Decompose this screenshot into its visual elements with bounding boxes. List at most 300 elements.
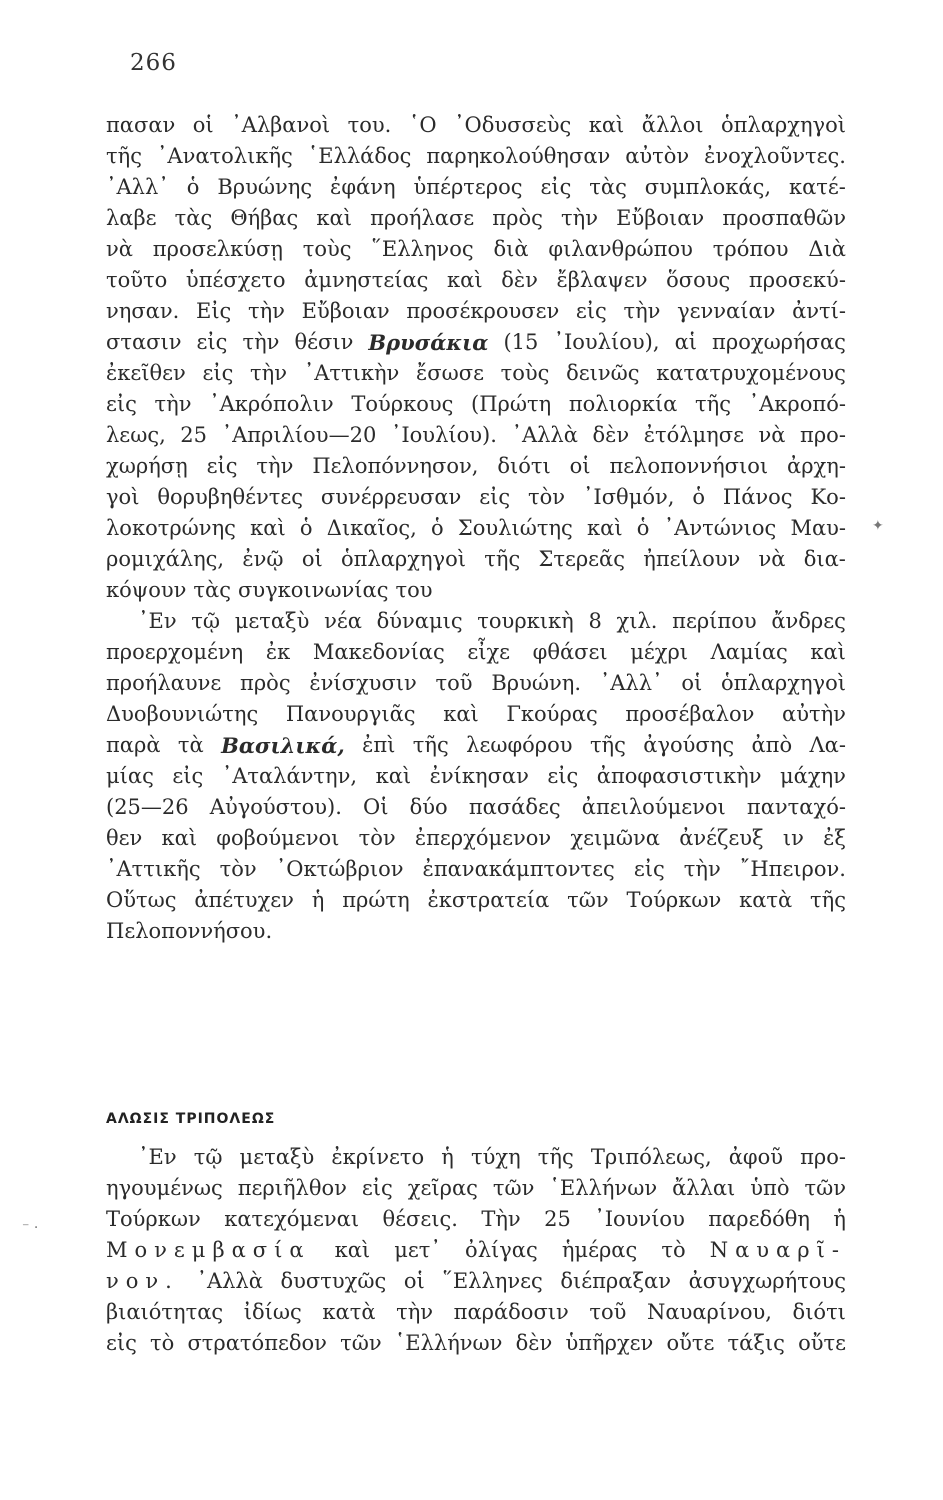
word: δυστυχῶς bbox=[280, 1269, 387, 1293]
word: τῆς bbox=[537, 1145, 574, 1169]
word: ὁ bbox=[636, 516, 650, 540]
word: δὲν bbox=[592, 423, 630, 447]
word: πρὸς bbox=[240, 671, 291, 695]
text-line bbox=[106, 172, 846, 203]
word: Πελοπόννησον, bbox=[312, 454, 479, 478]
word: μάχην bbox=[780, 764, 846, 788]
word: τὸν bbox=[527, 485, 566, 509]
word: εἰς bbox=[575, 299, 607, 323]
word: καὶ bbox=[443, 702, 479, 726]
word: δὲν bbox=[501, 268, 538, 292]
word: θεν bbox=[106, 826, 143, 850]
page-number: 266 bbox=[130, 50, 177, 76]
word: ἀμνηστείας bbox=[304, 268, 429, 292]
word: ᾿Αλλὰ bbox=[511, 423, 578, 447]
word: τῶν bbox=[804, 1176, 846, 1200]
word: ᾿Ιουνίου bbox=[594, 1207, 685, 1231]
word: εἰς bbox=[106, 1331, 137, 1355]
word: χιλ. bbox=[616, 609, 658, 633]
word: ἐνῷ bbox=[242, 547, 284, 571]
word: τουρκικὴ bbox=[477, 609, 574, 633]
word: προσπαθῶν bbox=[722, 206, 846, 230]
word: 25 bbox=[544, 1207, 571, 1231]
text-line bbox=[106, 606, 846, 637]
word: Σουλιώτης bbox=[457, 516, 573, 540]
word: γενναίαν bbox=[677, 299, 776, 323]
word: τῆς bbox=[106, 144, 142, 168]
word: Διὰ bbox=[808, 237, 846, 261]
text-line bbox=[106, 1328, 846, 1359]
word: νησαν. bbox=[106, 299, 180, 323]
word: ἐκστρατεία bbox=[427, 888, 550, 912]
word: ᾿Αττικὴν bbox=[303, 361, 400, 385]
word: Τούρκους bbox=[351, 392, 454, 416]
word: τὴν bbox=[396, 1300, 434, 1324]
word: ἀνέζευξ bbox=[679, 826, 764, 850]
word: δεινῶς bbox=[566, 361, 640, 385]
word: οὔτε bbox=[798, 1331, 846, 1355]
paragraph-block bbox=[106, 1142, 846, 1359]
word: τοὺς bbox=[500, 361, 550, 385]
print-speck: ⁻ · bbox=[22, 1220, 39, 1236]
word: Πάνος bbox=[722, 485, 793, 509]
word: καὶ bbox=[588, 113, 625, 137]
word: πασαν bbox=[106, 113, 176, 137]
word: ἡ bbox=[441, 1145, 454, 1169]
word: εἰς bbox=[540, 175, 572, 199]
word: Μαυ- bbox=[790, 516, 846, 540]
word: ῾Ελλήνων bbox=[394, 1331, 503, 1355]
word: οἱ bbox=[403, 1269, 425, 1293]
word: λεως, bbox=[106, 423, 166, 447]
word: ὁπλαρχηγοὶ bbox=[720, 671, 846, 695]
word: τῆς bbox=[810, 888, 846, 912]
word: οἱ bbox=[192, 113, 214, 137]
word: παρὰ bbox=[106, 733, 161, 757]
word: Μονεμβασία bbox=[106, 1238, 311, 1262]
word: ἐπανακάμπτοντες bbox=[422, 857, 615, 881]
word: τῶν bbox=[340, 1331, 382, 1355]
word: περιῆλθον bbox=[237, 1176, 347, 1200]
word: ὑπὸ bbox=[750, 1176, 790, 1200]
word: κατατρυχομένους bbox=[656, 361, 846, 385]
word: ἠπείλουν bbox=[643, 547, 741, 571]
word: Τὴν bbox=[481, 1207, 521, 1231]
word: Εἰς bbox=[195, 299, 232, 323]
text-line bbox=[106, 1173, 846, 1204]
word: τὰς bbox=[589, 175, 627, 199]
word: συγκοινωνίας bbox=[237, 578, 389, 602]
word: ἐνίσχυσιν bbox=[309, 671, 417, 695]
word: ἀντί- bbox=[792, 299, 846, 323]
word: νον. bbox=[106, 1269, 179, 1293]
word: οἱ bbox=[569, 454, 591, 478]
word: ὅσους bbox=[666, 268, 731, 292]
word: τὴν bbox=[623, 299, 661, 323]
text-line bbox=[106, 296, 846, 327]
word: τοῦτο bbox=[106, 268, 168, 292]
word: παρηκολούθησαν bbox=[426, 144, 611, 168]
word: φοβούμενοι bbox=[216, 826, 340, 850]
word: ὁ bbox=[186, 175, 200, 199]
word: τῆς bbox=[695, 392, 731, 416]
word: ὁ bbox=[692, 485, 705, 509]
text-line bbox=[106, 1266, 846, 1297]
word: πολιορκία bbox=[568, 392, 678, 416]
word: βιαιότητας bbox=[106, 1300, 224, 1324]
text-line bbox=[106, 885, 846, 916]
word: πελοποννήσιοι bbox=[609, 454, 769, 478]
word: μέχρι bbox=[630, 640, 689, 664]
word: ἀπειλούμενοι bbox=[581, 795, 726, 819]
word: ἀπὸ bbox=[751, 733, 793, 757]
word: τὰ bbox=[177, 733, 204, 757]
text-line bbox=[106, 544, 846, 575]
text-line bbox=[106, 482, 846, 513]
word: ἀρχη- bbox=[787, 454, 846, 478]
word: διότι bbox=[497, 454, 551, 478]
word: Αὐγούστου). bbox=[209, 795, 342, 819]
word: Θήβας bbox=[230, 206, 299, 230]
text-line bbox=[106, 730, 846, 761]
word: τὴν bbox=[256, 454, 294, 478]
text-line bbox=[106, 575, 846, 606]
text-line bbox=[106, 1235, 846, 1266]
word: ᾿Απριλίου—20 bbox=[221, 423, 377, 447]
word: προσεκύ- bbox=[748, 268, 846, 292]
word: ὀλίγας bbox=[465, 1238, 538, 1262]
word: παρεδόθη bbox=[708, 1207, 810, 1231]
word: ἐνοχλοῦντες. bbox=[704, 144, 846, 168]
word: προχωρήσας bbox=[712, 330, 846, 354]
word: τῶν bbox=[492, 1176, 535, 1200]
word: ἰδίως bbox=[243, 1300, 302, 1324]
word: εἰς bbox=[196, 330, 228, 354]
word: χεῖρας bbox=[407, 1176, 478, 1200]
word: ηγουμένως bbox=[106, 1176, 223, 1200]
text-line bbox=[106, 110, 846, 141]
word: ἄνδρες bbox=[771, 609, 846, 633]
word: ἀγούσης bbox=[643, 733, 735, 757]
word: τοῦ bbox=[589, 1300, 627, 1324]
word: Τούρκων bbox=[106, 1207, 201, 1231]
word: οὔτε bbox=[666, 1331, 715, 1355]
word: τὴν bbox=[561, 206, 598, 230]
word: τὴν bbox=[247, 299, 285, 323]
word: ἐκ bbox=[265, 640, 291, 664]
word: συνέρρευσαν bbox=[320, 485, 462, 509]
word: μεταξὺ bbox=[234, 609, 310, 633]
word: τὴν bbox=[154, 392, 192, 416]
word: κατὰ bbox=[322, 1300, 376, 1324]
word: διέπραξαν bbox=[560, 1269, 671, 1293]
word: ἔσωσε bbox=[416, 361, 484, 385]
word: πρώτη bbox=[342, 888, 410, 912]
word: ἐφάνη bbox=[330, 175, 396, 199]
word: ᾿Εν bbox=[138, 1145, 177, 1169]
text-line bbox=[106, 1204, 846, 1235]
text-line bbox=[106, 792, 846, 823]
word: ἀποφασιστικὴν bbox=[596, 764, 762, 788]
word: ἐξ bbox=[823, 826, 846, 850]
word: νὰ bbox=[106, 237, 133, 261]
word: εἰς bbox=[633, 857, 665, 881]
word: ἀπέτυχεν bbox=[194, 888, 294, 912]
text-line bbox=[106, 327, 846, 358]
word: Εὔβοιαν bbox=[301, 299, 390, 323]
word: τύχη bbox=[470, 1145, 521, 1169]
word: ὑπῆρχεν bbox=[565, 1331, 654, 1355]
word: ῾Ελλάδος bbox=[307, 144, 412, 168]
word: παράδοσιν bbox=[453, 1300, 569, 1324]
word: στρατόπεδον bbox=[187, 1331, 327, 1355]
word: δὲν bbox=[515, 1331, 553, 1355]
word: αἱ bbox=[674, 330, 697, 354]
word: ᾿Ιουλίου), bbox=[553, 330, 660, 354]
word: ῎Ηπειρον. bbox=[739, 857, 846, 881]
word: ᾿Αλλὰ bbox=[196, 1269, 263, 1293]
text-line bbox=[106, 823, 846, 854]
word: εἶχε bbox=[467, 640, 511, 664]
word: καὶ bbox=[375, 764, 412, 788]
word: ὑπέσχετο bbox=[185, 268, 286, 292]
word: ὁπλαρχηγοὶ bbox=[720, 113, 846, 137]
word: Κο- bbox=[810, 485, 846, 509]
word: καὶ bbox=[334, 1238, 371, 1262]
word: Δικαῖος, bbox=[326, 516, 417, 540]
word: ὁπλαρχηγοὶ bbox=[340, 547, 466, 571]
word: περίπου bbox=[672, 609, 757, 633]
word: Τούρκων bbox=[626, 888, 722, 912]
text-line bbox=[106, 389, 846, 420]
word: Στερεᾶς bbox=[538, 547, 625, 571]
word: τὴν bbox=[250, 361, 288, 385]
word: τὸ bbox=[150, 1331, 175, 1355]
text-line bbox=[106, 668, 846, 699]
word: ᾿Αλβανοὶ bbox=[231, 113, 331, 137]
word: τὸ bbox=[661, 1238, 686, 1262]
word: γοὶ bbox=[106, 485, 140, 509]
word: χωρήσῃ bbox=[106, 454, 188, 478]
word: τῷ bbox=[191, 609, 221, 633]
word: κόψουν bbox=[106, 578, 187, 602]
word: καὶ bbox=[810, 640, 846, 664]
word: ᾿Ακροπό- bbox=[748, 392, 846, 416]
text-line bbox=[106, 854, 846, 885]
word: ἀφοῦ bbox=[728, 1145, 784, 1169]
word: ᾿Αττικῆς bbox=[106, 857, 201, 881]
text-line bbox=[106, 916, 846, 947]
word: φθάσει bbox=[532, 640, 608, 664]
word: τοὺς bbox=[302, 237, 352, 261]
text-line bbox=[106, 265, 846, 296]
word: ἐκεῖθεν bbox=[106, 361, 186, 385]
word: κατέ- bbox=[788, 175, 846, 199]
word: ᾿Αντώνιος bbox=[663, 516, 777, 540]
word: Οἱ bbox=[363, 795, 389, 819]
word: τὴν bbox=[242, 330, 280, 354]
word: προερχομένη bbox=[106, 640, 244, 664]
word: Λαμίας bbox=[710, 640, 788, 664]
word: συμπλοκάς, bbox=[644, 175, 772, 199]
word: ᾿Ισθμόν, bbox=[582, 485, 675, 509]
word: τῶν bbox=[567, 888, 609, 912]
text-line bbox=[106, 420, 846, 451]
word: προσέκρουσεν bbox=[406, 299, 560, 323]
word: ἄλλοι bbox=[641, 113, 704, 137]
word: μίας bbox=[106, 764, 154, 788]
word: προσελκύσῃ bbox=[152, 237, 283, 261]
word: ἐνίκησαν bbox=[429, 764, 529, 788]
text-line bbox=[106, 699, 846, 730]
word: Μακεδονίας bbox=[312, 640, 445, 664]
word: Λα- bbox=[809, 733, 846, 757]
word: εἰς bbox=[202, 361, 234, 385]
word: ᾿Οκτώβριον bbox=[275, 857, 404, 881]
word: Ναυαρίνου, bbox=[647, 1300, 772, 1324]
word: καὶ bbox=[316, 206, 352, 230]
word: Γκούρας bbox=[506, 702, 598, 726]
word: του. bbox=[347, 113, 392, 137]
word: ἐκρίνετο bbox=[331, 1145, 425, 1169]
word: Βρυσάκια bbox=[368, 330, 489, 355]
word: ῞Ελληνος bbox=[371, 237, 474, 261]
word: χειμῶνα bbox=[570, 826, 660, 850]
word: μεταξὺ bbox=[239, 1145, 315, 1169]
word: καὶ bbox=[250, 516, 286, 540]
word: προ- bbox=[800, 423, 846, 447]
word: ρομιχάλης, bbox=[106, 547, 225, 571]
word: πανταχό- bbox=[746, 795, 846, 819]
word: προήλαυνε bbox=[106, 671, 222, 695]
text-line bbox=[106, 141, 846, 172]
word: ἡ bbox=[833, 1207, 846, 1231]
word: εἰς bbox=[172, 764, 204, 788]
word: τάξις bbox=[727, 1331, 785, 1355]
word: διότι bbox=[792, 1300, 846, 1324]
word: μετ᾿ bbox=[394, 1238, 441, 1262]
word: (15 bbox=[503, 330, 539, 354]
word: Βασιλικά, bbox=[221, 733, 345, 758]
word: πρὸς bbox=[492, 206, 543, 230]
word: τρόπου bbox=[712, 237, 789, 261]
word: καὶ bbox=[587, 516, 623, 540]
word: πασάδες bbox=[468, 795, 561, 819]
word: ὁ bbox=[299, 516, 313, 540]
word: ὑπέρτερος bbox=[413, 175, 523, 199]
text-line bbox=[106, 451, 846, 482]
word: Πελοποννήσου. bbox=[106, 919, 273, 943]
text-line bbox=[106, 203, 846, 234]
word: Πανουργιᾶς bbox=[285, 702, 416, 726]
text-line bbox=[106, 761, 846, 792]
word: κατὰ bbox=[739, 888, 793, 912]
print-speck: ✦ bbox=[872, 518, 884, 534]
word: τὴν bbox=[683, 857, 721, 881]
paragraph-block bbox=[106, 110, 846, 947]
word: δύο bbox=[409, 795, 448, 819]
word: εἰς bbox=[479, 485, 511, 509]
word: Εὔβοιαν bbox=[616, 206, 705, 230]
word: κατεχόμεναι bbox=[224, 1207, 360, 1231]
word: αὐτὸν bbox=[625, 144, 690, 168]
word: εἰς bbox=[206, 454, 238, 478]
word: του bbox=[395, 578, 433, 602]
word: θέσιν bbox=[294, 330, 354, 354]
word: προσέβαλον bbox=[625, 702, 755, 726]
word: ἡ bbox=[311, 888, 325, 912]
word: τοῦ bbox=[435, 671, 473, 695]
word: τῆς bbox=[484, 547, 521, 571]
word: οἱ bbox=[681, 671, 703, 695]
word: νὰ bbox=[758, 547, 786, 571]
word: ᾿Αταλάντην, bbox=[221, 764, 358, 788]
text-line bbox=[106, 637, 846, 668]
word: ᾿Ακρόπολιν bbox=[209, 392, 334, 416]
word: (25—26 bbox=[106, 795, 189, 819]
word: εἰς bbox=[106, 392, 137, 416]
word: αὐτὴν bbox=[782, 702, 846, 726]
word: καὶ bbox=[161, 826, 198, 850]
section-heading: ΑΛΩΣΙΣ ΤΡΙΠΟΛΕΩΣ bbox=[106, 1111, 276, 1127]
word: λοκοτρώνης bbox=[106, 516, 236, 540]
word: προ- bbox=[800, 1145, 846, 1169]
word: τῆς bbox=[589, 733, 626, 757]
word: ῾Ελλήνων bbox=[549, 1176, 658, 1200]
word: ῞Ελληνες bbox=[442, 1269, 543, 1293]
word: ᾿Εν bbox=[138, 609, 177, 633]
word: ἐτόλμησε bbox=[643, 423, 744, 447]
word: τὰς bbox=[174, 206, 213, 230]
word: λαβε bbox=[106, 206, 157, 230]
word: λεωφόρου bbox=[466, 733, 573, 757]
word: διὰ bbox=[493, 237, 529, 261]
word: νὰ bbox=[758, 423, 786, 447]
word: ᾿Ανατολικῆς bbox=[156, 144, 293, 168]
word: εἰς bbox=[361, 1176, 393, 1200]
word: οἱ bbox=[301, 547, 323, 571]
word: τῆς bbox=[412, 733, 449, 757]
word: στασιν bbox=[106, 330, 182, 354]
word: Βρυώνης bbox=[217, 175, 313, 199]
word: νέα bbox=[324, 609, 362, 633]
word: ἐπὶ bbox=[362, 733, 396, 757]
word: δύναμις bbox=[376, 609, 463, 633]
word: θορυβηθέντες bbox=[157, 485, 304, 509]
word: 8 bbox=[588, 609, 602, 633]
word: (Πρώτη bbox=[471, 392, 552, 416]
text-line bbox=[106, 1142, 846, 1173]
word: τὸν bbox=[219, 857, 257, 881]
word: ᾿Ιουλίου). bbox=[390, 423, 497, 447]
word: ἔβλαψεν bbox=[556, 268, 648, 292]
word: φιλανθρώπου bbox=[548, 237, 693, 261]
text-line bbox=[106, 513, 846, 544]
word: εἰς bbox=[547, 764, 579, 788]
word: ὁ bbox=[431, 516, 444, 540]
word: 25 bbox=[180, 423, 208, 447]
word: Δυοβουνιώτης bbox=[106, 702, 259, 726]
word: τὰς bbox=[193, 578, 231, 602]
word: Τριπόλεως, bbox=[590, 1145, 712, 1169]
word: ᾿Αλλ᾿ bbox=[599, 671, 663, 695]
text-line bbox=[106, 1297, 846, 1328]
word: τῷ bbox=[193, 1145, 223, 1169]
word: Οὕτως bbox=[106, 888, 177, 912]
word: τὸν bbox=[358, 826, 396, 850]
word: ἡμέρας bbox=[561, 1238, 638, 1262]
word: καὶ bbox=[447, 268, 483, 292]
